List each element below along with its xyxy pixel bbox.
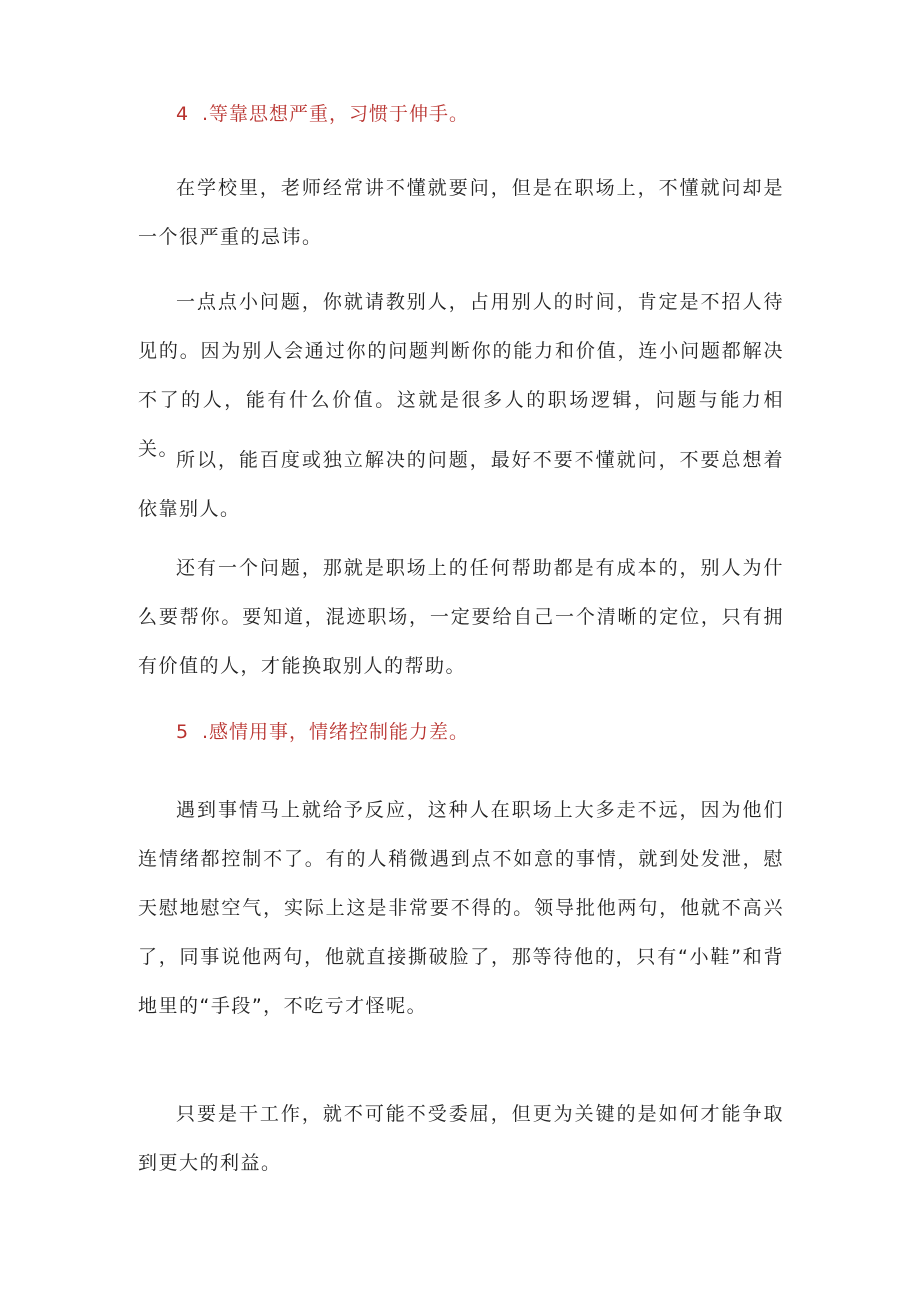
section-number-5: 5 bbox=[176, 721, 190, 743]
section-number-4: 4 bbox=[176, 103, 190, 125]
section-title-4: .等靠思想严重，习惯于伸手。 bbox=[202, 103, 470, 125]
paragraph: 遇到事情马上就给予反应，这种人在职场上大多走不远，因为他们连情绪都控制不了。有的人稍微遇到点不如意的事情，就到处发泄，慰天慰地慰空气，实际上这是非常要不得的。领导批他两句，他就不高兴了，同事说他两句，他就直接撕破脸了，那等待他的，只有“小鞋”和背地里的“手段”，不吃亏才怪呢。 bbox=[138, 799, 784, 1017]
paragraph: 只要是干工作，就不可能不受委屈，但更为关键的是如何才能争取到更大的利益。 bbox=[138, 1103, 784, 1174]
section-heading-4 bbox=[176, 102, 469, 126]
paragraph: 所以，能百度或独立解决的问题，最好不要不懂就问，不要总想着依靠别人。 bbox=[138, 449, 784, 520]
paragraph: 在学校里，老师经常讲不懂就要问，但是在职场上，不懂就问却是一个很严重的忌讳。 bbox=[138, 177, 784, 248]
section-heading-5 bbox=[176, 720, 469, 744]
section-title-5: .感情用事，情绪控制能力差。 bbox=[202, 721, 470, 743]
paragraph: 一点点小问题，你就请教别人，占用别人的时间，肯定是不招人待见的。因为别人会通过你的问题判断你的能力和价值，连小问题都解决不了的人，能有什么价值。这就是很多人的职场逻辑，问题与能力相关。 bbox=[138, 291, 784, 460]
paragraph: 还有一个问题，那就是职场上的任何帮助都是有成本的，别人为什么要帮你。要知道，混迹职场，一定要给自己一个清晰的定位，只有拥有价值的人，才能换取别人的帮助。 bbox=[138, 557, 784, 677]
